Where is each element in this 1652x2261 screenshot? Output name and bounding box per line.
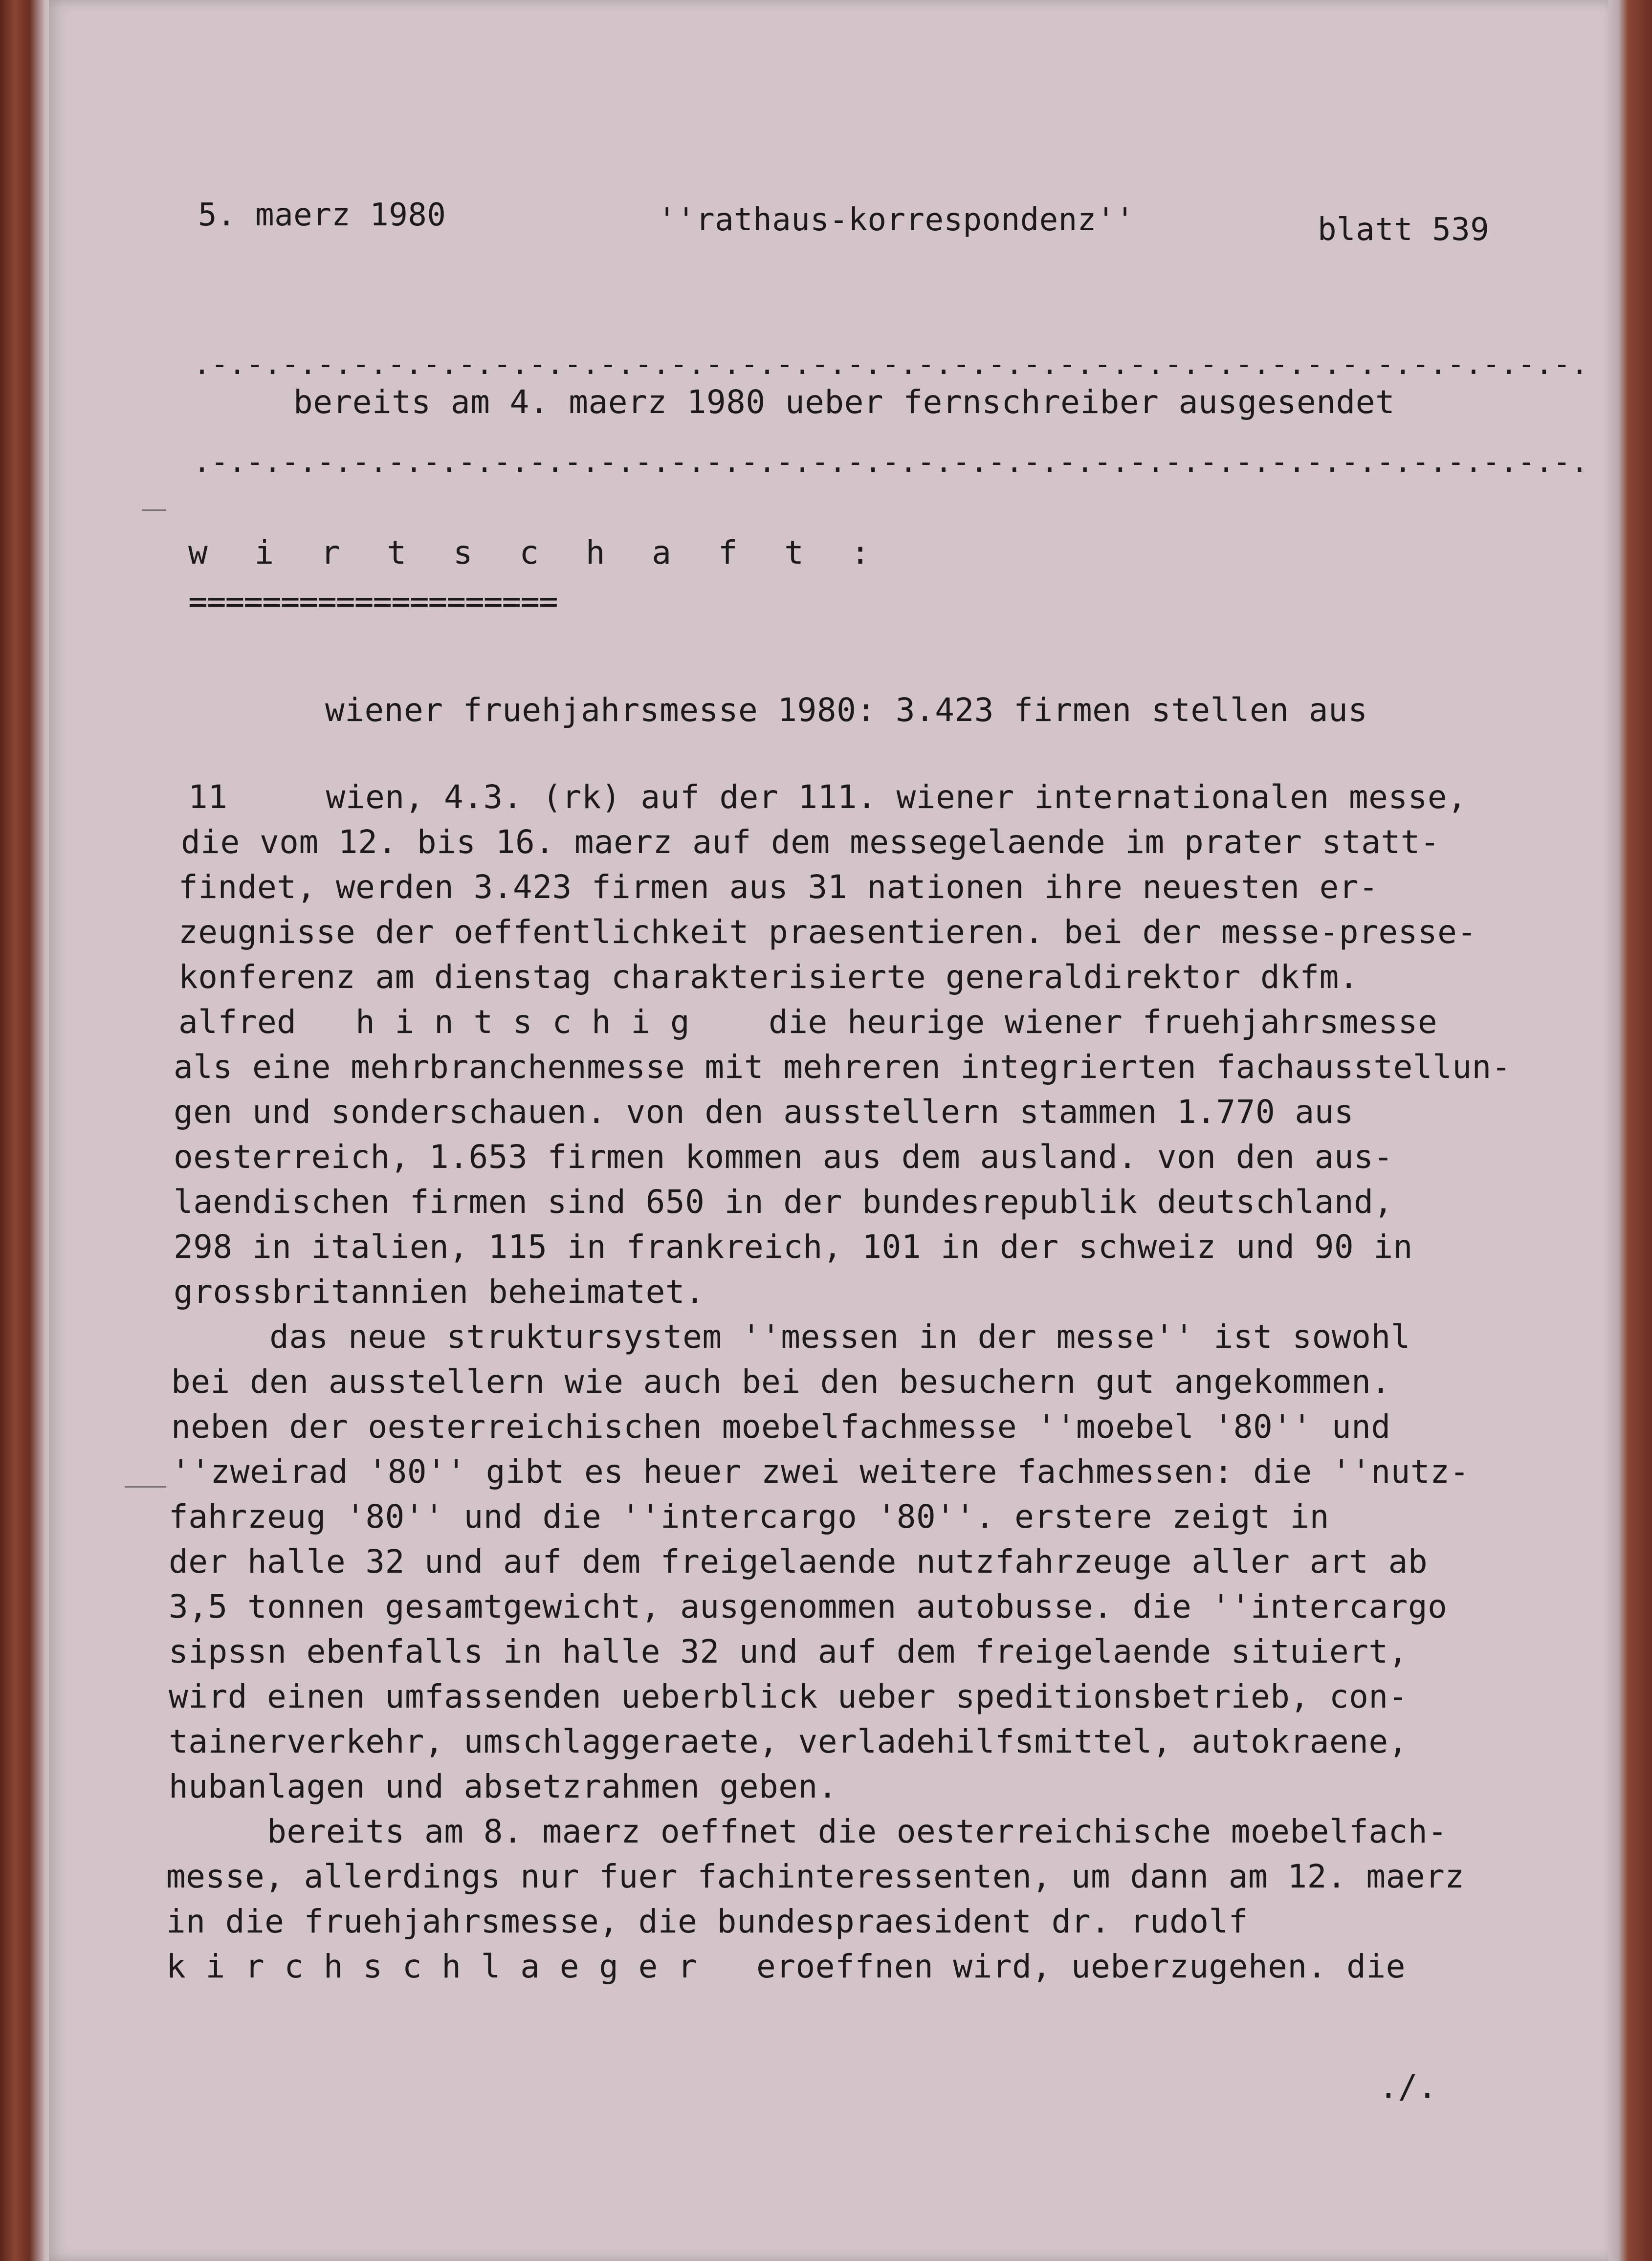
body-line: tainerverkehr, umschlaggeraete, verladehilfsmittel, autokraene, <box>169 1723 1408 1760</box>
margin-mark <box>142 509 166 511</box>
dotted-rule-top: .-.-.-.-.-.-.-.-.-.-.-.-.-.-.-.-.-.-.-.-.-.-.-.-.-.-.-.-.-.-.-.-.-.-.-.-.-.-.-. <box>193 347 1588 381</box>
body-line: bereits am 8. maerz oeffnet die oesterreichische moebelfach- <box>169 1813 1448 1850</box>
body-line: der halle 32 und auf dem freigelaende nutzfahrzeuge aller art ab <box>169 1543 1428 1581</box>
section-title: w i r t s c h a f t : <box>188 534 884 571</box>
body-line: k i r c h s c h l a e g e r eroeffnen wird, ueberzugehen. die <box>166 1948 1406 1985</box>
body-line: in die fruehjahrsmesse, die bundespraesident dr. rudolf <box>166 1903 1248 1940</box>
body-line: ''zweirad '80'' gibt es heuer zwei weitere fachmessen: die ''nutz- <box>171 1453 1470 1491</box>
header-date: 5. maerz 1980 <box>198 197 446 233</box>
body-line: zeugnisse der oeffentlichkeit praesentieren. bei der messe-presse- <box>178 913 1477 951</box>
margin-mark <box>125 1486 166 1488</box>
body-line: laendischen firmen sind 650 in der bundesrepublik deutschland, <box>174 1183 1393 1221</box>
body-line: alfred h i n t s c h i g die heurige wiener fruehjahrsmesse <box>178 1003 1438 1041</box>
header-sheet-number: blatt 539 <box>1318 212 1490 248</box>
dotted-rule-bottom: .-.-.-.-.-.-.-.-.-.-.-.-.-.-.-.-.-.-.-.-.-.-.-.-.-.-.-.-.-.-.-.-.-.-.-.-.-.-.-. <box>193 445 1588 479</box>
body-line: neben der oesterreichischen moebelfachmesse ''moebel '80'' und <box>171 1408 1391 1446</box>
body-line: bei den ausstellern wie auch bei den besuchern gut angekommen. <box>171 1363 1391 1401</box>
body-line: 298 in italien, 115 in frankreich, 101 in der schweiz und 90 in <box>174 1228 1413 1266</box>
body-line: messe, allerdings nur fuer fachinteressenten, um dann am 12. maerz <box>166 1858 1465 1895</box>
body-line: findet, werden 3.423 firmen aus 31 nationen ihre neuesten er- <box>178 868 1379 906</box>
body-line: als eine mehrbranchenmesse mit mehreren integrierten fachausstellun- <box>174 1048 1512 1086</box>
body-line: 3,5 tonnen gesamtgewicht, ausgenommen autobusse. die ''intercargo <box>169 1588 1448 1625</box>
body-line: fahrzeug '80'' und die ''intercargo '80''. erstere zeigt in <box>169 1498 1329 1536</box>
body-line: gen und sonderschauen. von den ausstellern stammen 1.770 aus <box>174 1093 1354 1131</box>
continuation-mark: ./. <box>1379 2068 1437 2106</box>
article-headline: wiener fruehjahrsmesse 1980: 3.423 firmen stellen aus <box>325 691 1368 729</box>
body-line: wird einen umfassenden ueberblick ueber speditionsbetrieb, con- <box>169 1678 1408 1715</box>
page-edge <box>1608 0 1652 2261</box>
body-line: oesterreich, 1.653 firmen kommen aus dem ausland. von den aus- <box>174 1138 1393 1176</box>
body-line: das neue struktursystem ''messen in der messe'' ist sowohl <box>171 1318 1410 1356</box>
transmission-notice: bereits am 4. maerz 1980 ueber fernschreiber ausgesendet <box>293 383 1395 421</box>
binding-edge <box>0 0 49 2261</box>
body-line: die vom 12. bis 16. maerz auf dem messegelaende im prater statt- <box>181 823 1440 861</box>
body-line: sipssn ebenfalls in halle 32 und auf dem freigelaende situiert, <box>169 1633 1408 1670</box>
body-line: konferenz am dienstag charakterisierte generaldirektor dkfm. <box>178 958 1359 996</box>
body-line: hubanlagen und absetzrahmen geben. <box>169 1768 838 1805</box>
header-publication: ''rathaus-korrespondenz'' <box>658 202 1135 238</box>
section-underline: ==================== <box>188 583 557 620</box>
body-line: 11 wien, 4.3. (rk) auf der 111. wiener internationalen messe, <box>188 778 1467 816</box>
body-line: grossbritannien beheimatet. <box>174 1273 705 1311</box>
